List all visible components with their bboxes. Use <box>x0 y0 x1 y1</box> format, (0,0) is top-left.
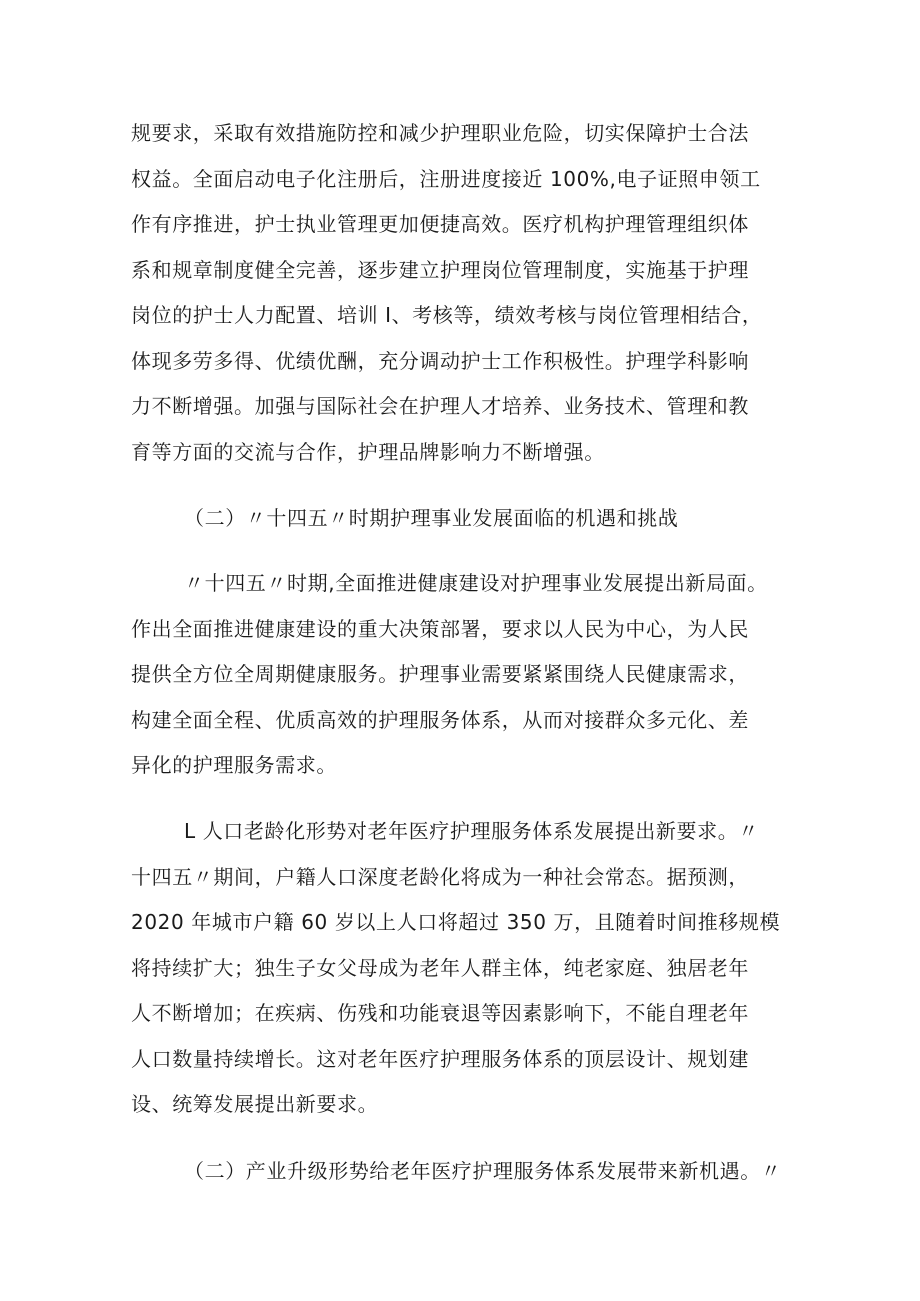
text-line: 权益。全面启动电子化注册后，注册进度接近 100%,电子证照申领工 <box>131 167 761 191</box>
text-line: 人不断增加；在疾病、伤残和功能衰退等因素影响下，不能自理老年 <box>131 1001 749 1025</box>
text-line: 2020 年城市户籍 60 岁以上人口将超过 350 万，且随着时间推移规模 <box>131 910 781 934</box>
text-line: 构建全面全程、优质高效的护理服务体系，从而对接群众多元化、差 <box>131 708 749 732</box>
text-line: 将持续扩大；独生子女父母成为老年人群主体，纯老家庭、独居老年 <box>131 956 749 980</box>
text-line: 作出全面推进健康建设的重大决策部署，要求以人民为中心，为人民 <box>131 617 749 641</box>
text-line: 力不断增强。加强与国际社会在护理人才培养、业务技术、管理和教 <box>131 394 749 418</box>
text-line: 系和规章制度健全完善，逐步建立护理岗位管理制度，实施基于护理 <box>131 258 749 282</box>
section-heading: （二）〃十四五〃时期护理事业发展面临的机遇和挑战 <box>184 506 679 530</box>
text-line: 规要求，采取有效措施防控和减少护理职业危险，切实保障护士合法 <box>131 121 749 145</box>
text-line: 体现多劳多得、优绩优酬，充分调动护士工作积极性。护理学科影响 <box>131 349 749 373</box>
text-line: 十四五〃期间，户籍人口深度老龄化将成为一种社会常态。据预测， <box>131 865 749 889</box>
text-line: 异化的护理服务需求。 <box>131 753 337 777</box>
paragraph-first-line: 〃十四五〃时期,全面推进健康建设对护理事业发展提出新局面。 <box>184 571 768 595</box>
text-line: 人口数量持续增长。这对老年医疗护理服务体系的顶层设计、规划建 <box>131 1047 749 1071</box>
section-heading: （二）产业升级形势给老年医疗护理服务体系发展带来新机遇。〃 <box>184 1159 782 1183</box>
text-line: 岗位的护士人力配置、培训 I、考核等，绩效考核与岗位管理相结合， <box>131 303 763 327</box>
text-line: 设、统筹发展提出新要求。 <box>131 1092 379 1116</box>
text-line: 提供全方位全周期健康服务。护理事业需要紧紧围绕人民健康需求， <box>131 662 749 686</box>
text-line: 作有序推进，护士执业管理更加便捷高效。医疗机构护理管理组织体 <box>131 212 749 236</box>
text-line: 育等方面的交流与合作，护理品牌影响力不断增强。 <box>131 440 605 464</box>
paragraph-first-line: L 人口老龄化形势对老年医疗护理服务体系发展提出新要求。〃 <box>184 819 759 843</box>
